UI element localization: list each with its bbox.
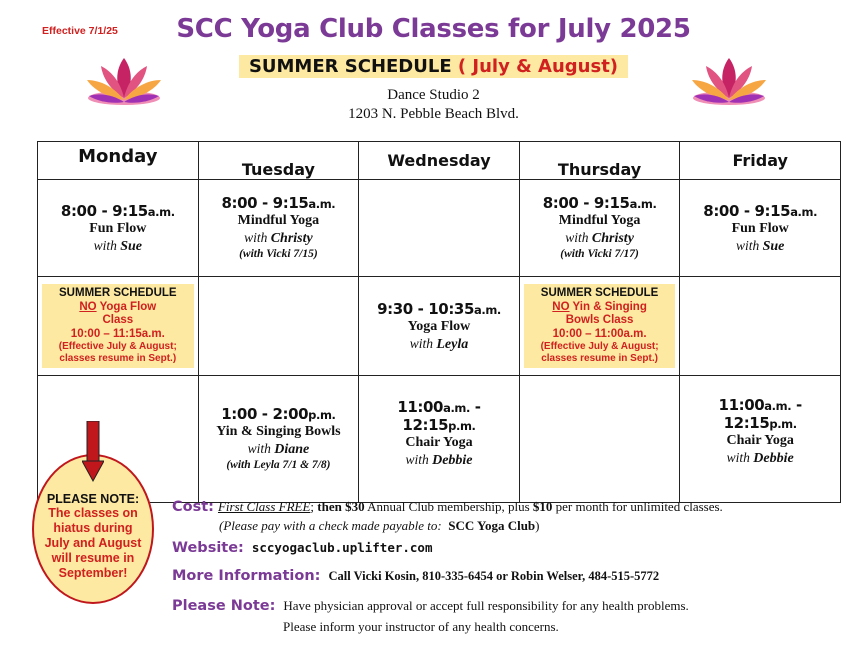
arrow-down-icon: [82, 421, 104, 483]
notice-heading: SUMMER SCHEDULE: [540, 287, 659, 299]
class-name: Yoga Flow: [407, 318, 471, 334]
summer-label: SUMMER SCHEDULE: [248, 56, 452, 77]
studio-name: Dance Studio 2: [387, 87, 480, 103]
class-cell-tuesday: [198, 180, 359, 277]
cost-separator: ;: [310, 499, 318, 514]
with-label: with: [735, 237, 760, 253]
time-suffix: a.m.: [147, 204, 175, 219]
hiatus-text: The classes on hiatus during July and August will resume in September!: [44, 506, 142, 580]
class-time: 1:00 - 2:00: [221, 405, 309, 423]
notice-class: Yoga Flow: [96, 300, 157, 313]
empty-cell: [359, 180, 520, 277]
instructor: Sue: [120, 238, 143, 254]
class-time: 11:00: [718, 396, 765, 414]
class-name: Fun Flow: [731, 220, 789, 236]
class-cell-wednesday: [359, 277, 520, 376]
class-cell-thursday: [519, 180, 680, 277]
day-monday: Monday: [38, 142, 199, 180]
time-suffix: a.m.: [443, 401, 470, 415]
class-name: Fun Flow: [89, 220, 147, 236]
lotus-right-icon: [688, 52, 770, 112]
page-title: SCC Yoga Club Classes for July 2025: [176, 14, 691, 44]
class-time: 8:00 - 9:15: [60, 201, 148, 220]
with-label: with: [93, 237, 117, 253]
time-suffix: p.m.: [769, 417, 797, 431]
info-label: More Information:: [172, 568, 321, 584]
cost-text-end: per month for unlimited classes.: [552, 499, 723, 514]
time-suffix: a.m.: [474, 302, 501, 317]
class-cell-friday: [680, 180, 841, 277]
please-note-text: Have physician approval or accept full responsibility for any health problems.: [283, 598, 689, 613]
day-tuesday: Tuesday: [198, 142, 359, 180]
notice-no: NO: [552, 300, 570, 313]
payee: SCC Yoga Club: [448, 518, 536, 533]
with-label: with: [409, 335, 433, 351]
time-suffix: p.m.: [308, 408, 336, 422]
schedule-row: [38, 376, 841, 503]
notice-no: NO: [79, 300, 97, 313]
schedule-row: [38, 277, 841, 376]
class-time: 8:00 - 9:15: [221, 194, 309, 212]
time-suffix: p.m.: [448, 419, 476, 433]
summer-notice: [42, 284, 194, 368]
class-time: 9:30 - 10:35: [377, 299, 474, 318]
class-name: Chair Yoga: [726, 433, 794, 448]
day-friday: Friday: [680, 142, 841, 180]
please-note-text-2: Please inform your instructor of any health concerns.: [283, 619, 559, 634]
time-suffix: a.m.: [764, 399, 792, 413]
instructor: Debbie: [432, 453, 473, 468]
instructor: Christy: [591, 231, 634, 246]
with-label: with: [565, 230, 589, 245]
first-class-free: First Class FREE: [217, 499, 311, 514]
class-name: Mindful Yoga: [558, 213, 641, 228]
membership-price: then $30: [317, 499, 365, 514]
studio-address: 1203 N. Pebble Beach Blvd.: [348, 106, 519, 122]
instructor: Leyla: [436, 336, 469, 352]
cost-text: Annual Club membership, plus: [364, 499, 533, 514]
instructor: Christy: [270, 231, 313, 246]
monthly-price: $10: [532, 499, 553, 514]
schedule-table: [37, 141, 841, 503]
notice-class: Yin & Singing: [569, 300, 647, 313]
empty-cell: [519, 376, 680, 503]
substitute-note: (with Vicki 7/15): [239, 248, 318, 260]
class-cell-friday: [680, 376, 841, 503]
notice-time: 10:00 – 11:00a.m.: [552, 327, 647, 340]
instructor: Diane: [274, 442, 310, 457]
hiatus-heading: PLEASE NOTE:: [46, 492, 140, 506]
substitute-note: (with Leyla 7/1 & 7/8): [226, 459, 331, 471]
day-thursday: Thursday: [519, 142, 680, 180]
cost-line: [172, 498, 723, 516]
notice-time: 10:00 – 11:15a.m.: [70, 327, 165, 340]
time-suffix: a.m.: [790, 204, 818, 219]
contact-info: Call Vicki Kosin, 810-335-6454 or Robin Welser, 484-515-5772: [328, 569, 660, 583]
summer-notice: [524, 284, 676, 368]
empty-cell: [680, 277, 841, 376]
time-suffix: a.m.: [308, 197, 336, 211]
class-time: - 12:15: [402, 398, 481, 434]
day-wednesday: Wednesday: [359, 142, 520, 180]
time-suffix: a.m.: [629, 197, 657, 211]
notice-detail: (Effective July & August; classes resume in Sept.): [540, 341, 659, 364]
with-label: with: [244, 230, 268, 245]
class-name: Yin & Singing Bowls: [216, 424, 341, 439]
website-line: [172, 539, 432, 557]
notice-cell-monday: [38, 277, 199, 376]
lotus-left-icon: [83, 52, 165, 112]
instructor: Debbie: [753, 451, 794, 466]
class-cell-wednesday: [359, 376, 520, 503]
cost-label: Cost:: [172, 499, 214, 515]
class-time: 11:00: [397, 398, 444, 416]
empty-cell: [198, 277, 359, 376]
class-name: Mindful Yoga: [237, 213, 320, 228]
info-line: [172, 567, 659, 585]
class-time: - 12:15: [723, 396, 802, 432]
day-header-row: [38, 142, 841, 180]
class-cell-tuesday: [198, 376, 359, 503]
payment-text: (Please pay with a check made payable to:: [219, 518, 442, 533]
with-label: with: [405, 452, 429, 467]
website-label: Website:: [172, 540, 244, 556]
effective-date: Effective 7/1/25: [42, 25, 118, 37]
class-cell-monday: [38, 180, 199, 277]
please-note-label: Please Note:: [172, 598, 276, 614]
class-time: 8:00 - 9:15: [542, 194, 630, 212]
summer-months: ( July & August): [457, 56, 619, 77]
notice-heading: SUMMER SCHEDULE: [59, 287, 177, 299]
notice-class-line2: Class: [102, 314, 134, 326]
class-name: Chair Yoga: [405, 435, 473, 450]
notice-cell-thursday: [519, 277, 680, 376]
schedule-row: [38, 180, 841, 277]
payment-close: ): [535, 518, 540, 533]
website-link[interactable]: sccyogaclub.uplifter.com: [251, 540, 433, 555]
with-label: with: [726, 450, 750, 465]
notice-class-line2: Bowls Class: [565, 314, 634, 326]
please-note-line: [172, 597, 689, 615]
substitute-note: (with Vicki 7/17): [560, 248, 639, 260]
with-label: with: [247, 441, 271, 456]
notice-detail: (Effective July & August; classes resume in Sept.): [58, 341, 177, 364]
class-time: 8:00 - 9:15: [703, 201, 791, 220]
instructor: Sue: [762, 238, 785, 254]
payment-line: [219, 518, 540, 534]
